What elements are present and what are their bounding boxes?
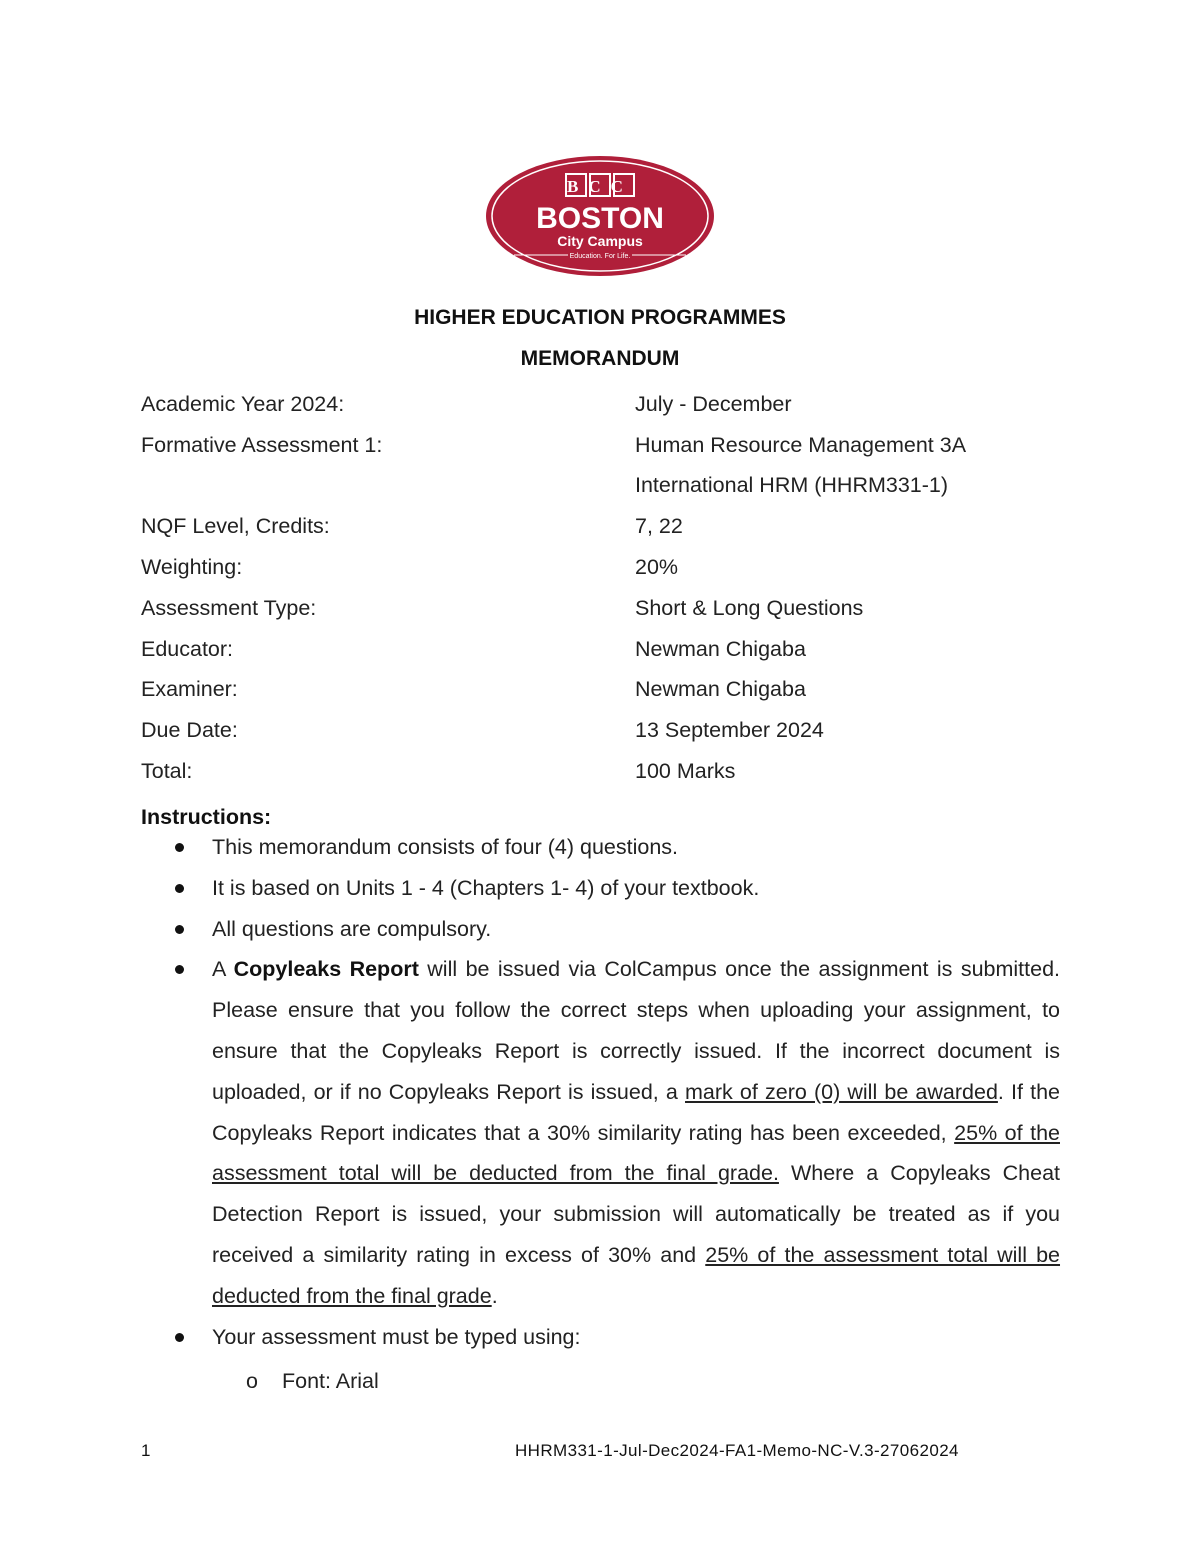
instructions-list	[172, 827, 1060, 1357]
info-value: Newman Chigaba	[635, 677, 806, 702]
bullet-icon	[175, 965, 184, 974]
logo-tagline-text: Education. For Life.	[569, 253, 631, 260]
memorandum-heading: MEMORANDUM	[520, 347, 680, 370]
sub-list-item	[246, 1361, 379, 1402]
info-label: Total:	[141, 759, 193, 784]
logo-bcc-text: BCC	[567, 177, 633, 196]
boston-city-campus-logo	[484, 154, 716, 278]
programme-heading: HIGHER EDUCATION PROGRAMMES	[414, 306, 786, 329]
info-row	[141, 629, 1061, 670]
copyleaks-text-part: A	[212, 957, 234, 982]
copyleaks-text-part: Where a Copyleaks Cheat Detection Report is issued, your submission will automatically be treated as if you received a similarity rating in excess of 30% and	[212, 1161, 1060, 1267]
logo-campus-text: City Campus	[557, 233, 643, 249]
document-code: HHRM331-1-Jul-Dec2024-FA1-Memo-NC-V.3-27062024	[515, 1441, 959, 1460]
info-label: Assessment Type:	[141, 595, 317, 620]
deduction-underlined: 25% of the assessment total will be deducted from the final grade.	[212, 1120, 1060, 1186]
info-value: Short & Long Questions	[635, 595, 864, 620]
bullet-icon	[175, 843, 184, 852]
instructions-title: Instructions:	[141, 805, 272, 829]
copyleaks-report-bold: Copyleaks Report	[233, 957, 419, 982]
info-label: Due Date:	[141, 718, 238, 743]
info-row	[141, 506, 1061, 547]
list-item	[172, 949, 1060, 1316]
info-row	[141, 466, 1061, 507]
list-item	[172, 1317, 1060, 1358]
info-value: International HRM (HHRM331-1)	[635, 473, 949, 498]
info-row	[141, 710, 1061, 751]
info-row	[141, 425, 1061, 466]
copyleaks-text-part: . If the Copyleaks Report indicates that a 30% similarity rating has been exceeded,	[212, 1079, 1060, 1145]
deduction-underlined: 25% of the assessment total will be deducted from the final grade	[212, 1242, 1061, 1308]
info-value: Newman Chigaba	[635, 636, 806, 661]
bullet-icon	[175, 1333, 184, 1342]
info-label: NQF Level, Credits:	[141, 514, 330, 539]
bullet-icon	[175, 925, 184, 934]
info-label: Weighting:	[141, 555, 243, 580]
info-row	[141, 384, 1061, 425]
info-label: Examiner:	[141, 677, 238, 702]
list-item	[172, 827, 1060, 868]
instruction-text: It is based on Units 1 - 4 (Chapters 1- 4) of your textbook.	[212, 875, 760, 900]
copyleaks-text-part: .	[491, 1283, 498, 1308]
sub-item-text: Font: Arial	[282, 1369, 379, 1393]
instruction-text: This memorandum consists of four (4) questions.	[212, 835, 679, 859]
list-item	[172, 909, 1060, 950]
bullet-icon	[175, 884, 184, 893]
info-value: Human Resource Management 3A	[635, 432, 967, 457]
info-value: 100 Marks	[635, 759, 736, 784]
info-row	[141, 751, 1061, 792]
info-value: 7, 22	[635, 514, 683, 539]
logo-boston-text: BOSTON	[536, 202, 664, 235]
info-value: 13 September 2024	[635, 718, 824, 743]
info-label: Formative Assessment 1:	[141, 432, 383, 457]
info-row	[141, 670, 1061, 711]
info-value: July - December	[635, 391, 792, 416]
info-row	[141, 547, 1061, 588]
list-item	[172, 868, 1060, 909]
info-value: 20%	[635, 555, 679, 580]
info-label: Academic Year 2024:	[141, 391, 345, 416]
info-label: Educator:	[141, 636, 234, 661]
instruction-text: Your assessment must be typed using:	[212, 1324, 581, 1349]
page-number: 1	[141, 1441, 151, 1460]
copyleaks-text-part: will be issued via ColCampus once the assignment is submitted. Please ensure that you follow the correct steps when uploading your assignment, to ensure that the Copyleaks Report is correctly issued. If the incorrect document is uploaded, or if no Copyleaks Report is issued, a	[212, 957, 1061, 1104]
zero-mark-underlined: mark of zero (0) will be awarded	[685, 1079, 998, 1104]
sub-bullet-marker: o	[246, 1369, 258, 1393]
instruction-text: All questions are compulsory.	[212, 916, 492, 941]
assessment-info-table	[141, 384, 1061, 792]
info-row	[141, 588, 1061, 629]
